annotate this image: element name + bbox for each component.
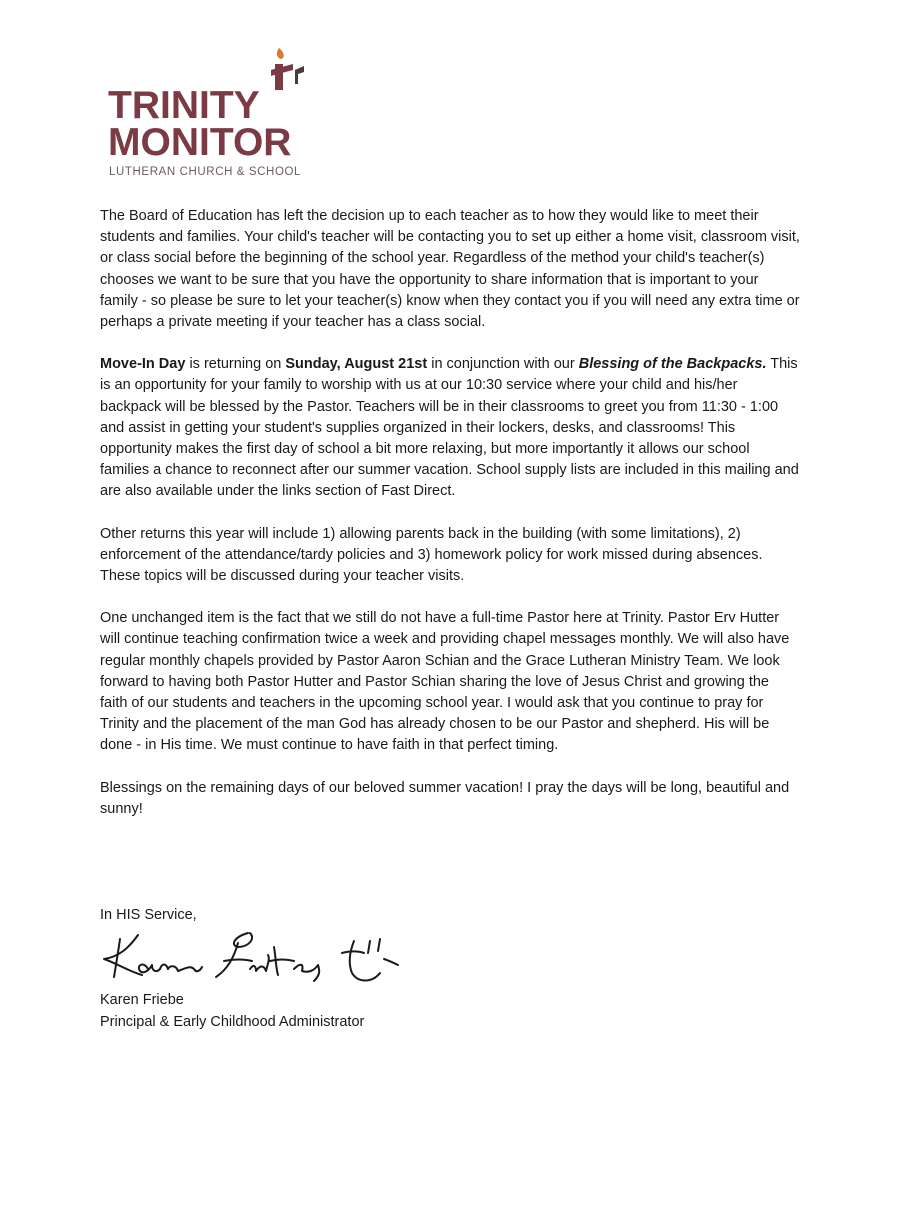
paragraph-meet-teachers: The Board of Education has left the decision up to each teacher as to how they would like to meet their students and families. Your child's teacher will be contacting you to set up either a home visit, classroom visit, or class social before the beginning of the school year. Regardless of the method your child's teacher(s) chooses we want to be sure that you have the opportunity to share information that is important to your family - so please be sure to let your teacher(s) know when they contact you if you will need any extra time or perhaps a private meeting if your teacher has a class social. <box>100 208 800 331</box>
signer-block <box>100 990 364 1033</box>
paragraph-pastor: One unchanged item is the fact that we still do not have a full-time Pastor here at Trinity. Pastor Erv Hutter will continue teaching confirmation twice a week and providing chapel messages monthly. We will also have regular monthly chapels provided by Pastor Aaron Schian and the Grace Lutheran Ministry Team. We look forward to having both Pastor Hutter and Pastor Schian sharing the love of Jesus Christ and growing the faith of our students and teachers in the upcoming school year. I would ask that you continue to pray for Trinity and the placement of the man God has already chosen to be our Pastor and shepherd. His will be done - in His time. We must continue to have faith in that perfect timing. <box>100 610 790 754</box>
signer-name: Karen Friebe <box>100 992 184 1008</box>
paragraph-move-in-day: Move-In Day is returning on Sunday, August 21st in conjunction with our Blessing of the Backpacks. This is an opportunity for your family to worship with us at our 10:30 service where your child and his/her backpack will be blessed by the Pastor. Teachers will be in their classrooms to greet you from 11:30 - 1:00 and assist in getting your student's supplies organized in their lockers, desks, and classrooms! This opportunity makes the first day of school a bit more relaxing, but more importantly it allows our school families a chance to reconnect after our summer vacation. School supply lists are included in this mailing and are also available under the links section of Fast Direct. <box>100 356 799 500</box>
blessing-of-backpacks: Blessing of the Backpacks. <box>578 356 767 373</box>
event-date: Sunday, August 21st <box>285 356 428 373</box>
logo-subtitle: LUTHERAN CHURCH & SCHOOL <box>109 166 302 178</box>
school-logo <box>108 44 348 184</box>
letter-body <box>100 206 800 841</box>
paragraph-blessings: Blessings on the remaining days of our beloved summer vacation! I pray the days will be long, beautiful and sunny! <box>100 779 790 817</box>
signer-title: Principal & Early Childhood Administrator <box>100 1013 365 1030</box>
move-in-day-label: Move-In Day <box>100 356 186 373</box>
closing-line: In HIS Service, <box>100 907 197 923</box>
paragraph-other-returns: Other returns this year will include 1) allowing parents back in the building (with some limitations), 2) enforcement of the attendance/tardy policies and 3) homework policy for work missed during absences. These topics will be discussed during your teacher visits. <box>100 525 763 585</box>
logo-monitor-text: MONITOR <box>108 121 292 164</box>
handwritten-signature <box>98 925 408 995</box>
logo-trinity-text: TRINITY <box>108 84 260 127</box>
